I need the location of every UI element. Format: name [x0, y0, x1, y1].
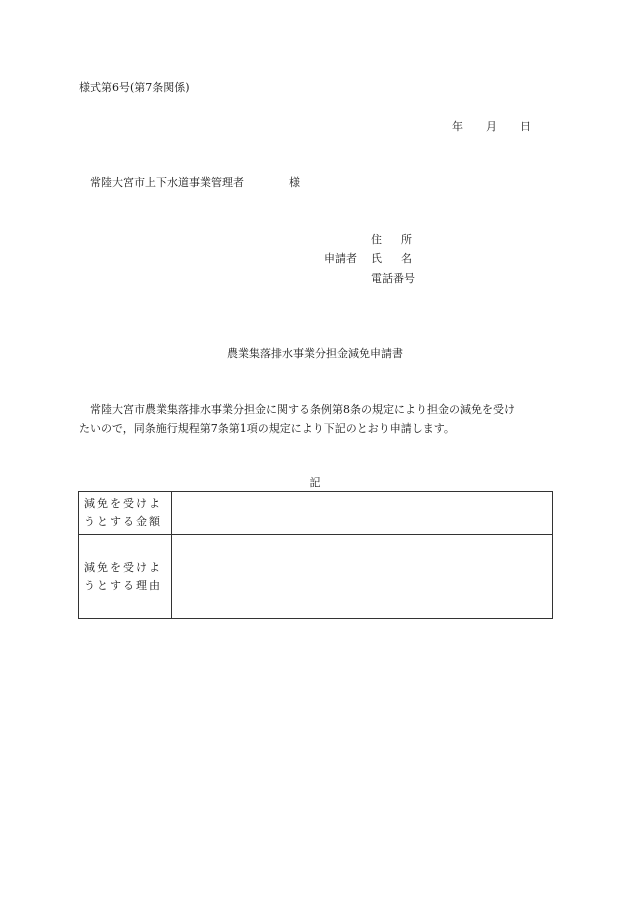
address-label-char-2: 所	[401, 233, 412, 246]
amount-label-line-2: うとする金額	[84, 515, 162, 528]
reason-field[interactable]	[172, 535, 553, 619]
reason-label-line-2: うとする理由	[84, 578, 162, 592]
name-label-char-2: 名	[401, 252, 412, 265]
details-table	[78, 491, 553, 619]
body-line-1	[79, 400, 553, 419]
applicant-name-row	[324, 252, 412, 266]
applicant-phone-label: 電話番号	[371, 272, 415, 285]
form-number: 様式第6号(第7条関係)	[79, 81, 190, 94]
body-line-2: たいので，同条施行規程第7条第1項の規定により下記のとおり申請します。	[79, 422, 455, 435]
applicant-label: 申請者	[324, 252, 357, 265]
amount-label-line-1: 減免を受けよ	[84, 497, 162, 510]
body-paragraph	[79, 400, 553, 438]
recipient-honorific: 様	[289, 176, 300, 189]
body-line-1-text: 常陸大宮市農業集落排水事業分担金に関する条例第8条の規定により担金の減免を受け	[90, 403, 515, 416]
date-month: 月	[486, 120, 497, 133]
date-day: 日	[520, 120, 531, 133]
document-title: 農業集落排水事業分担金減免申請書	[227, 347, 403, 360]
date-line	[452, 120, 531, 134]
table-row-reason	[79, 535, 553, 619]
amount-field[interactable]	[172, 492, 553, 535]
reason-label	[79, 535, 172, 619]
date-year: 年	[452, 120, 463, 133]
ki-heading: 記	[309, 476, 321, 489]
recipient	[90, 176, 300, 190]
reason-label-line-1: 減免を受けよ	[84, 560, 162, 574]
address-label-char-1: 住	[371, 233, 382, 246]
applicant-address-label	[371, 233, 412, 247]
amount-label	[79, 492, 172, 535]
recipient-name: 常陸大宮市上下水道事業管理者	[90, 176, 244, 189]
table-row-amount	[79, 492, 553, 535]
name-label-char-1: 氏	[371, 252, 382, 265]
